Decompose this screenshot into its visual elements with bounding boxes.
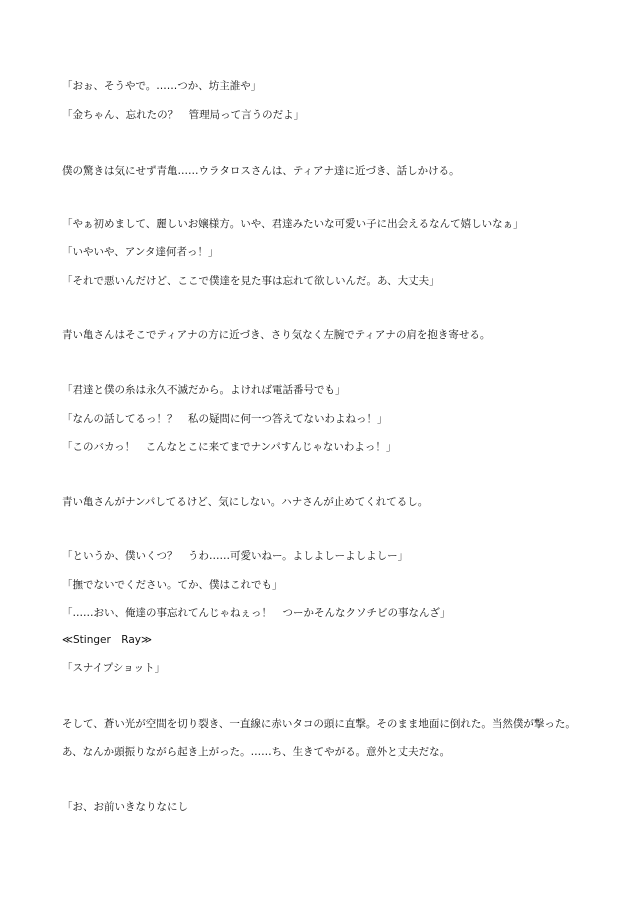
text-line: 「いやいや、アンタ達何者っ！」 (62, 246, 219, 258)
text-line: 「というか、僕いくつ？ うわ……可愛いねー。よしよしーよしよしー」 (62, 550, 409, 562)
text-line: 「金ちゃん、忘れたの？ 管理局って言うのだよ」 (62, 109, 305, 121)
text-line: 「なんの話してるっ！？ 私の疑問に何一つ答えてないわよねっ！」 (62, 413, 388, 425)
text-line: そして、蒼い光が空間を切り裂き、一直線に赤いタコの頭に直撃。そのまま地面に倒れた。当然僕が撃った。 (62, 718, 576, 730)
text-line: 青い亀さんはそこでティアナの方に近づき、さり気なく左腕でティアナの肩を抱き寄せる。 (62, 329, 491, 341)
text-line: ≪Stinger Ray≫ (62, 634, 152, 646)
text-line: 「……おい、俺達の事忘れてんじゃねぇっ！ つーかそんなクソチビの事なんざ」 (62, 607, 451, 619)
text-line: 「おぉ、そうやで。……つか、坊主誰や」 (62, 80, 262, 92)
text-line: 「このバカっ！ こんなとこに来てまでナンパすんじゃないわよっ！」 (62, 441, 397, 453)
text-line: 「お、お前いきなりなにし (62, 801, 188, 813)
text-line: 青い亀さんがナンパしてるけど、気にしない。ハナさんが止めてくれてるし。 (62, 496, 429, 508)
text-line: 「やぁ初めまして、麗しいお嬢様方。いや、君達みたいな可愛い子に出会えるなんて嬉しいなぁ」 (62, 218, 524, 230)
text-line: あ、なんか頭振りながら起き上がった。……ち、生きてやがる。意外と丈夫だな。 (62, 746, 451, 758)
text-line: 「それで悪いんだけど、ここで僕達を見た事は忘れて欲しいんだ。あ、大丈夫」 (62, 275, 440, 287)
text-line: 僕の驚きは気にせず青亀……ウラタロスさんは、ティアナ達に近づき、話しかける。 (62, 165, 460, 177)
text-line: 「スナイプショット」 (62, 662, 166, 674)
text-line: 「撫でないでください。てか、僕はこれでも」 (62, 579, 283, 591)
text-line: 「君達と僕の糸は永久不滅だから。よければ電話番号でも」 (62, 384, 346, 396)
